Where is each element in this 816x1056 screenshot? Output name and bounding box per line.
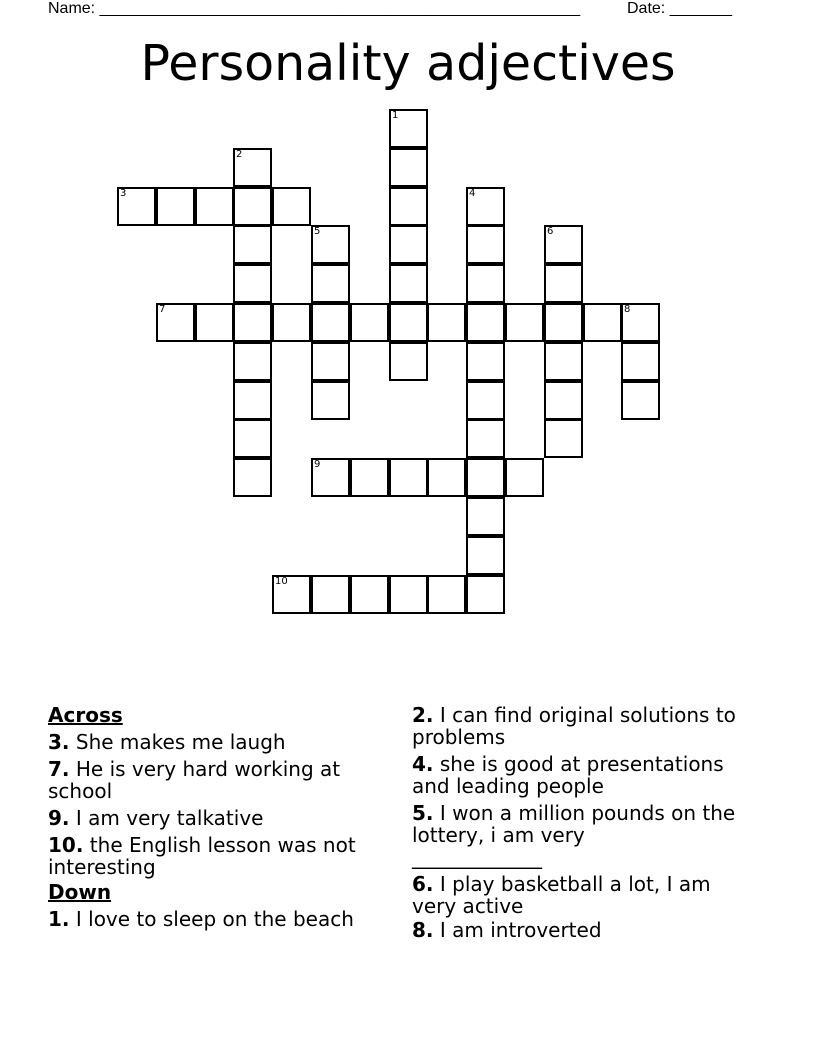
clue-text: I won a million pounds on the lottery, i am very — [412, 801, 736, 847]
grid-cell[interactable] — [466, 536, 505, 575]
grid-cell[interactable] — [233, 381, 272, 420]
clue-text: the English lesson was not interesting — [48, 833, 356, 879]
grid-cell[interactable] — [544, 342, 583, 381]
across-heading: Across — [48, 703, 123, 727]
down-clue-5 — [412, 802, 752, 868]
clue-text: I am introverted — [439, 918, 602, 942]
down-clue-1 — [48, 908, 388, 930]
grid-cell[interactable] — [233, 187, 272, 226]
grid-cell[interactable] — [272, 303, 311, 342]
clues-right-column — [412, 702, 752, 941]
clue-number: 4. — [412, 752, 434, 776]
cell-number: 5 — [314, 226, 321, 237]
grid-cell[interactable] — [233, 419, 272, 458]
grid-cell[interactable] — [311, 575, 350, 614]
grid-cell[interactable] — [233, 303, 272, 342]
grid-cell[interactable] — [311, 458, 350, 497]
grid-cell[interactable] — [466, 264, 505, 303]
grid-cell[interactable] — [621, 342, 660, 381]
clue-number: 2. — [412, 703, 434, 727]
grid-cell[interactable] — [505, 458, 544, 497]
cell-number: 3 — [120, 188, 127, 199]
grid-cell[interactable] — [466, 342, 505, 381]
answer-blank-line: _____________ — [412, 845, 542, 869]
down-heading: Down — [48, 880, 112, 904]
grid-cell[interactable] — [233, 342, 272, 381]
grid-cell[interactable] — [466, 187, 505, 226]
grid-cell[interactable] — [544, 381, 583, 420]
grid-cell[interactable] — [466, 458, 505, 497]
clue-text: I love to sleep on the beach — [75, 907, 354, 931]
across-clue-9 — [48, 807, 388, 829]
grid-cell[interactable] — [195, 303, 234, 342]
grid-cell[interactable] — [156, 187, 195, 226]
grid-cell[interactable] — [544, 264, 583, 303]
clue-number: 6. — [412, 872, 434, 896]
grid-cell[interactable] — [544, 303, 583, 342]
date-field-line: Date: _______ — [627, 0, 732, 17]
grid-cell[interactable] — [350, 458, 389, 497]
cell-number: 4 — [469, 188, 476, 199]
grid-cell[interactable] — [621, 303, 660, 342]
grid-cell[interactable] — [311, 264, 350, 303]
grid-cell[interactable] — [466, 575, 505, 614]
clue-number: 9. — [48, 806, 70, 830]
grid-cell[interactable] — [505, 303, 544, 342]
across-clue-3 — [48, 731, 388, 753]
grid-cell[interactable] — [195, 187, 234, 226]
cell-number: 6 — [547, 226, 554, 237]
clues-left-column — [48, 702, 388, 930]
clue-number: 1. — [48, 907, 70, 931]
grid-cell[interactable] — [233, 225, 272, 264]
clue-text: He is very hard working at school — [48, 757, 341, 803]
grid-cell[interactable] — [233, 264, 272, 303]
grid-cell[interactable] — [311, 381, 350, 420]
grid-cell[interactable] — [466, 497, 505, 536]
clue-text: She makes me laugh — [75, 730, 286, 754]
grid-cell[interactable] — [389, 148, 428, 187]
grid-cell[interactable] — [466, 381, 505, 420]
grid-cell[interactable] — [466, 225, 505, 264]
clue-number: 7. — [48, 757, 70, 781]
grid-cell[interactable] — [427, 303, 466, 342]
grid-cell[interactable] — [117, 187, 156, 226]
grid-cell[interactable] — [272, 187, 311, 226]
cell-number: 8 — [624, 304, 631, 315]
cell-number: 9 — [314, 459, 321, 470]
grid-cell[interactable] — [350, 303, 389, 342]
grid-cell[interactable] — [389, 187, 428, 226]
grid-cell[interactable] — [311, 225, 350, 264]
name-field-line: Name: ______________________________________________________ — [48, 0, 581, 17]
down-clue-4 — [412, 753, 752, 797]
cell-number: 1 — [392, 110, 399, 121]
cell-number: 7 — [159, 304, 166, 315]
grid-cell[interactable] — [233, 458, 272, 497]
grid-cell[interactable] — [389, 264, 428, 303]
grid-cell[interactable] — [389, 575, 428, 614]
across-clue-10 — [48, 834, 388, 878]
cell-number: 10 — [275, 576, 288, 587]
down-clue-8 — [412, 919, 752, 941]
grid-cell[interactable] — [389, 225, 428, 264]
page-title: Personality adjectives — [140, 35, 676, 92]
clue-number: 8. — [412, 918, 434, 942]
clue-text: I play basketball a lot, I am very active — [412, 872, 711, 918]
grid-cell[interactable] — [621, 381, 660, 420]
grid-cell[interactable] — [389, 342, 428, 381]
grid-cell[interactable] — [466, 419, 505, 458]
grid-cell[interactable] — [350, 575, 389, 614]
grid-cell[interactable] — [544, 225, 583, 264]
clue-number: 5. — [412, 801, 434, 825]
grid-cell[interactable] — [427, 458, 466, 497]
grid-cell[interactable] — [389, 458, 428, 497]
clue-text: she is good at presentations and leading people — [412, 752, 724, 798]
grid-cell[interactable] — [272, 575, 311, 614]
grid-cell[interactable] — [311, 303, 350, 342]
clue-text: I can find original solutions to problems — [412, 703, 736, 749]
grid-cell[interactable] — [233, 148, 272, 187]
grid-cell[interactable] — [427, 575, 466, 614]
grid-cell[interactable] — [156, 303, 195, 342]
clue-text: I am very talkative — [75, 806, 264, 830]
clue-number: 3. — [48, 730, 70, 754]
cell-number: 2 — [236, 149, 243, 160]
down-clue-6 — [412, 873, 752, 917]
grid-cell[interactable] — [544, 419, 583, 458]
grid-cell[interactable] — [389, 303, 428, 342]
grid-cell[interactable] — [311, 342, 350, 381]
clue-number: 10. — [48, 833, 84, 857]
across-clue-7 — [48, 758, 388, 802]
grid-cell[interactable] — [466, 303, 505, 342]
down-clue-2 — [412, 704, 752, 748]
grid-cell[interactable] — [389, 109, 428, 148]
grid-cell[interactable] — [583, 303, 622, 342]
